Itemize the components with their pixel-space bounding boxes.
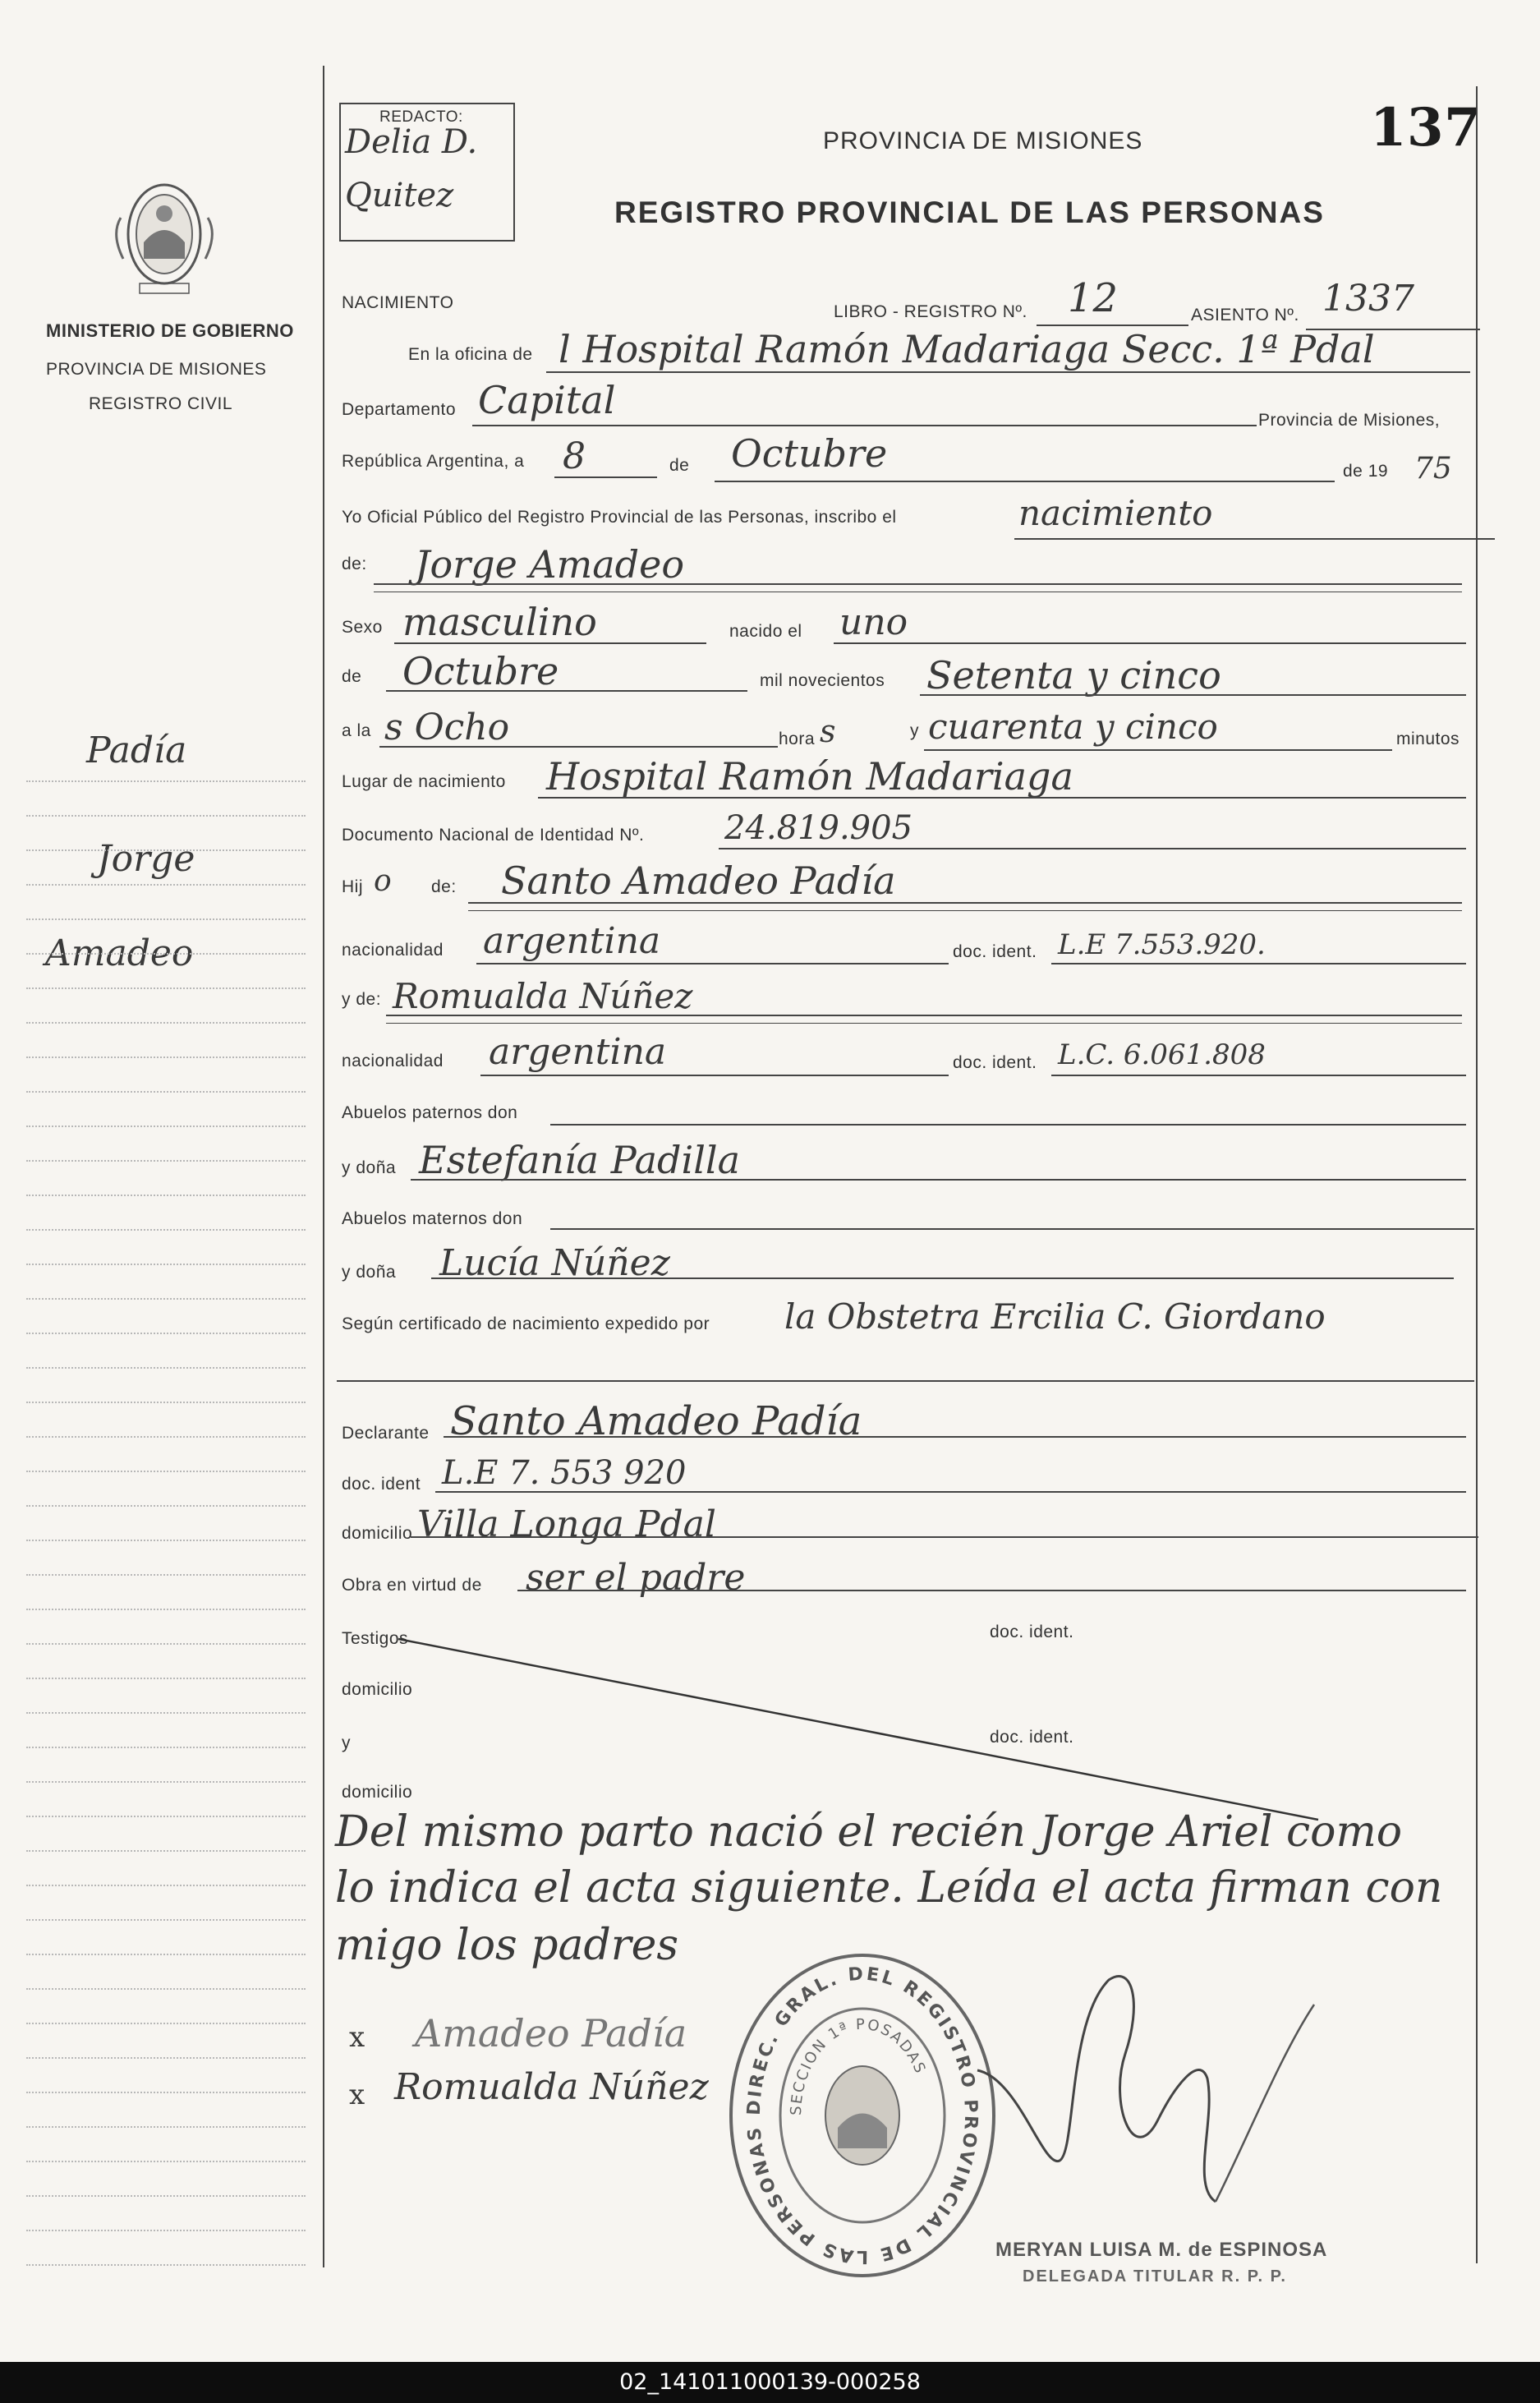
doc1-label: doc. ident. xyxy=(953,942,1037,961)
margin-dotted-line xyxy=(26,2057,306,2059)
testigos-y: y xyxy=(342,1733,351,1752)
y-label: y xyxy=(910,721,919,740)
ydona1-value: Estefanía Padilla xyxy=(419,1138,741,1182)
margin-dotted-line xyxy=(26,1160,306,1162)
signature-mark-2: x xyxy=(349,2078,365,2111)
hij-de-label: de: xyxy=(431,877,457,896)
margin-dotted-line xyxy=(26,1609,306,1610)
note-line-1: Del mismo parto nació el recién Jorge Ariel como xyxy=(335,1807,1403,1857)
domicilio-label: domicilio xyxy=(342,1524,413,1543)
testigos-doc-ident-2: doc. ident. xyxy=(990,1728,1074,1747)
horas-value: s xyxy=(820,713,836,749)
ydona2-label: y doña xyxy=(342,1263,397,1282)
margin-dotted-line xyxy=(26,1643,306,1645)
alas-value: s Ocho xyxy=(384,707,510,748)
testigos-label: Testigos xyxy=(342,1629,409,1648)
margin-dotted-line xyxy=(26,1885,306,1886)
margin-dotted-line xyxy=(26,1781,306,1783)
note-line-2: lo indica el acta siguiente. Leída el acta firman con xyxy=(335,1863,1443,1913)
mes-value: Octubre xyxy=(731,431,888,476)
dni-label: Documento Nacional de Identidad Nº. xyxy=(342,826,645,845)
margin-dotted-line xyxy=(26,1816,306,1817)
margin-dotted-line xyxy=(26,1712,306,1714)
ydona1-label: y doña xyxy=(342,1158,397,1177)
asiento-label: ASIENTO Nº. xyxy=(1191,306,1299,325)
margin-dotted-line xyxy=(26,1022,306,1024)
de2-value: Jorge Amadeo xyxy=(415,542,685,587)
yde-label: y de: xyxy=(342,990,382,1009)
minutos-value: cuarenta y cinco xyxy=(928,707,1218,747)
margin-dotted-line xyxy=(26,2230,306,2231)
dia-value: 8 xyxy=(563,435,586,477)
margin-dotted-line xyxy=(26,815,306,817)
signature-1: Amadeo Padía xyxy=(415,2011,687,2055)
province-header: PROVINCIA DE MISIONES xyxy=(823,127,1143,154)
ministry-province: PROVINCIA DE MISIONES xyxy=(46,360,267,379)
margin-dotted-line xyxy=(26,780,306,782)
padre-value: Santo Amadeo Padía xyxy=(501,859,896,903)
margin-dotted-line xyxy=(26,1229,306,1231)
oficial-value: nacimiento xyxy=(1018,493,1213,533)
margin-dotted-line xyxy=(26,1988,306,1990)
mil-value: Setenta y cinco xyxy=(926,653,1221,697)
signature-mark-1: x xyxy=(349,2021,365,2054)
horas-label: hora xyxy=(779,730,816,748)
domicilio-value: Villa Longa Pdal xyxy=(417,1503,716,1545)
margin-dotted-line xyxy=(26,2264,306,2266)
testigos-domicilio-2: domicilio xyxy=(342,1783,413,1802)
madre-value: Romualda Núñez xyxy=(393,976,693,1016)
docident-value: L.E 7. 553 920 xyxy=(442,1454,687,1492)
asiento-value: 1337 xyxy=(1322,278,1414,320)
margin-dotted-line xyxy=(26,2023,306,2024)
margin-dotted-line xyxy=(26,1367,306,1369)
margin-dotted-line xyxy=(26,1126,306,1127)
testigos-strike-line xyxy=(394,1635,1322,1824)
departamento-label: Departamento xyxy=(342,400,457,419)
margin-dotted-line xyxy=(26,1298,306,1300)
alas-label: a la xyxy=(342,721,371,740)
nac1-label: nacionalidad xyxy=(342,941,444,960)
margin-dotted-line xyxy=(26,918,306,920)
official-signature-stroke xyxy=(969,1955,1363,2226)
docident-label: doc. ident xyxy=(342,1475,421,1494)
margin-dotted-line xyxy=(26,1091,306,1093)
margin-name-2: Amadeo xyxy=(45,932,194,974)
margin-dotted-line xyxy=(26,1436,306,1438)
margin-surname: Padía xyxy=(86,730,187,771)
provincia-label: Provincia de Misiones, xyxy=(1258,411,1441,430)
de2-label: de: xyxy=(342,555,367,573)
oficina-label: En la oficina de xyxy=(408,345,533,364)
doc2-value: L.C. 6.061.808 xyxy=(1058,1038,1266,1071)
margin-dotted-line xyxy=(26,884,306,886)
declarante-label: Declarante xyxy=(342,1424,430,1443)
sexo-label: Sexo xyxy=(342,618,383,637)
de3-label: de xyxy=(342,667,362,686)
sexo-value: masculino xyxy=(402,600,597,644)
segun-value: la Obstetra Ercilia C. Giordano xyxy=(784,1296,1326,1337)
margin-dotted-line xyxy=(26,1333,306,1334)
nac2-value: argentina xyxy=(489,1031,667,1073)
margin-dotted-line xyxy=(26,2195,306,2197)
testigos-domicilio-1: domicilio xyxy=(342,1680,413,1699)
hij-suffix: o xyxy=(374,864,392,898)
dni-value: 24.819.905 xyxy=(724,809,913,847)
margin-dotted-line xyxy=(26,1195,306,1196)
nacimiento-label: NACIMIENTO xyxy=(342,293,454,312)
abuelos-paternos-label: Abuelos paternos don xyxy=(342,1103,518,1122)
margin-dotted-line xyxy=(26,987,306,989)
margin-dotted-line xyxy=(26,1574,306,1576)
note-line-3: migo los padres xyxy=(335,1921,679,1970)
doc2-label: doc. ident. xyxy=(953,1053,1037,1072)
margin-dotted-line xyxy=(26,1505,306,1507)
page-title: REGISTRO PROVINCIAL DE LAS PERSONAS xyxy=(614,196,1325,229)
official-stamp xyxy=(723,1951,1002,2280)
official-name: MERYAN LUISA M. de ESPINOSA xyxy=(995,2239,1328,2261)
abuelos-maternos-label: Abuelos maternos don xyxy=(342,1209,523,1228)
ydona2-value: Lucía Núñez xyxy=(439,1242,670,1284)
oficina-value: l Hospital Ramón Madariaga Secc. 1ª Pdal xyxy=(559,327,1375,371)
nac2-label: nacionalidad xyxy=(342,1052,444,1070)
margin-dotted-line xyxy=(26,2161,306,2162)
minutos-label: minutos xyxy=(1396,730,1460,748)
official-title: DELEGADA TITULAR R. P. P. xyxy=(1023,2267,1287,2286)
republica-label: República Argentina, a xyxy=(342,452,525,471)
anio-value: 75 xyxy=(1414,452,1452,486)
doc1-value: L.E 7.553.920. xyxy=(1058,928,1266,961)
page-number: 137 xyxy=(1370,97,1482,159)
margin-dotted-line xyxy=(26,953,306,955)
left-border-line xyxy=(323,66,324,2267)
registro-civil-label: REGISTRO CIVIL xyxy=(89,394,233,413)
signature-2: Romualda Núñez xyxy=(394,2066,709,2108)
ministry-name: MINISTERIO DE GOBIERNO xyxy=(46,320,294,341)
footer-document-id: 02_141011000139-000258 xyxy=(0,2362,1540,2403)
libro-value: 12 xyxy=(1068,275,1119,321)
right-border-line xyxy=(1476,86,1478,2263)
lugar-label: Lugar de nacimiento xyxy=(342,772,506,791)
margin-dotted-line xyxy=(26,1850,306,1852)
redacto-name-2: Quitez xyxy=(345,177,454,214)
margin-dotted-line xyxy=(26,849,306,851)
de3-value: Octubre xyxy=(402,649,559,693)
libro-label: LIBRO - REGISTRO Nº. xyxy=(834,302,1027,321)
hij-label: Hij xyxy=(342,877,363,896)
obra-value: ser el padre xyxy=(526,1557,746,1599)
ministry-emblem-icon xyxy=(103,168,226,300)
margin-dotted-line xyxy=(26,1747,306,1748)
margin-dotted-line xyxy=(26,1264,306,1265)
margin-dotted-line xyxy=(26,1471,306,1472)
margin-dotted-line xyxy=(26,1954,306,1955)
stamp-outer-text: DIREC. GRAL. DEL REGISTRO PROVINCIAL DE LAS PERSONAS xyxy=(743,1963,981,2267)
redacto-name-1: Delia D. xyxy=(345,123,478,161)
margin-dotted-line xyxy=(26,1919,306,1921)
oficial-label: Yo Oficial Público del Registro Provincial de las Personas, inscribo el xyxy=(342,508,897,527)
departamento-value: Capital xyxy=(478,378,616,422)
stamp-inner-text: SECCION 1ª POSADAS xyxy=(787,2015,930,2116)
mil-label: mil novecientos xyxy=(760,671,885,690)
segun-label: Según certificado de nacimiento expedido por xyxy=(342,1314,710,1333)
redacto-label: REDACTO: xyxy=(379,108,463,126)
nacido-label: nacido el xyxy=(729,622,802,641)
nac1-value: argentina xyxy=(483,920,661,962)
margin-dotted-line xyxy=(26,2126,306,2128)
margin-dotted-line xyxy=(26,1056,306,1058)
de-label: de xyxy=(669,456,690,475)
anio-label: de 19 xyxy=(1343,462,1389,481)
margin-dotted-line xyxy=(26,1540,306,1541)
margin-dotted-line xyxy=(26,2092,306,2093)
margin-dotted-line xyxy=(26,1402,306,1403)
nacido-value: uno xyxy=(839,601,908,643)
lugar-value: Hospital Ramón Madariaga xyxy=(546,754,1073,799)
margin-name-1: Jorge xyxy=(97,838,195,880)
testigos-doc-ident-1: doc. ident. xyxy=(990,1623,1074,1641)
declarante-value: Santo Amadeo Padía xyxy=(450,1398,862,1444)
margin-dotted-line xyxy=(26,1678,306,1679)
obra-label: Obra en virtud de xyxy=(342,1576,482,1595)
